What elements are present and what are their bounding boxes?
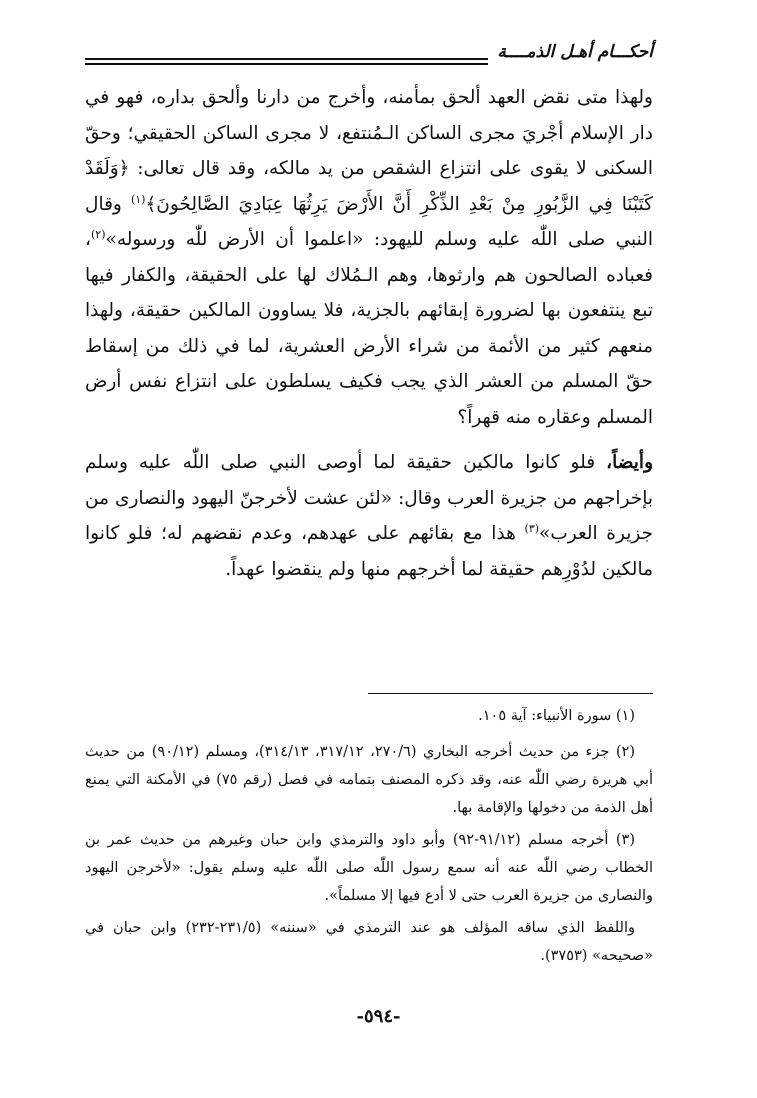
paragraph-2b-text: هذا مع بقائهم على عهدهم، وعدم نقضهم له؛ فلو كانوا مالكين لدُوْرِهم حقيقة لما أخرجهم منها ولم ينقضوا عهداً. xyxy=(85,523,653,580)
paragraph-2-text: فلو كانوا مالكين حقيقة لما أوصى النبي صلى اللّٰه عليه وسلم بإخراجهم من جزيرة العرب وقال: «لئن عشت لأخرجنّ اليهود والنصارى من جزيرة العرب» xyxy=(85,452,654,544)
paragraph-1 xyxy=(85,80,653,435)
footnote-ref-1: (١) xyxy=(130,192,146,206)
main-text xyxy=(85,80,653,587)
footnote-ref-3: (٣) xyxy=(524,521,540,535)
paragraph-2-lead: وأيضاً، xyxy=(606,452,653,473)
header-rule-top xyxy=(85,58,488,60)
paragraph-1c-text: ، فعباده الصالحون هم وارثوها، وهم الـمُلاك لها على الحقيقة، والكفار فيها تبع ينتفعون بها لضرورة إبقائهم بالجزية، فلا يساوون المالكين حقيقة، ولهذا منعهم كثير من الأئمة من شراء الأرض العشرية، لما في ذلك من إسقاط حقّ المسلم من العشر الذي يجب فكيف يسلطون على انتزاع نفس أرض المسلم وعقاره منه قهراً؟ xyxy=(85,229,653,428)
quran-verse: ﴿وَلَقَدْ كَتَبْنَا فِي الزَّبُورِ مِنْ بَعْدِ الذِّكْرِ أَنَّ الأَرْضَ يَرِثُهَا عِبَادِيَ الصَّالِحُونَ﴾ xyxy=(85,158,653,215)
page-number: -٥٩٤- xyxy=(356,1006,401,1027)
footnote-3: (٣) أخرجه مسلم (٩١/١٢-٩٢) وأبو داود والترمذي وابن حبان وغيرهم من حديث عمر بن الخطاب رضي اللّٰه عنه أنه سمع رسول اللّٰه صلى اللّٰه عليه وسلم يقول: «لأخرجن اليهود والنصارى من جزيرة العرب حتى لا أدع فيها إلا مسلماً». xyxy=(85,832,653,904)
footnote-separator xyxy=(368,693,653,694)
footnote-2: (٢) جزء من حديث أخرجه البخاري (٢٧٠/٦، ٣١٧/١٢، ٣١٤/١٣)، ومسلم (٩٠/١٢) من حديث أبي هريرة رضي اللّٰه عنه، وقد ذكره المصنف بتمامه في فصل (رقم ٧٥) في الأمكنة التي يمنع أهل الذمة من دخولها والإقامة بها. xyxy=(85,744,653,816)
running-header xyxy=(85,40,653,70)
paragraph-1-text: ولهذا متى نقض العهد ألحق بمأمنه، وأخرج من دارنا وألحق بداره، فهو في دار الإسلام أجْريَ مجرى الساكن الـمُنتفع، لا مجرى الساكن الحقيقي؛ وحقّ السكنى لا يقوى على انتزاع الشقص من يد مالكه، وقد قال تعالى: xyxy=(85,87,653,179)
paragraph-1b-text: وقال النبي صلى اللّٰه عليه وسلم لليهود: «اعلموا أن الأرض للّٰه ورسوله» xyxy=(85,193,653,250)
paragraph-2 xyxy=(85,445,653,587)
header-rule-bottom xyxy=(85,63,488,65)
footnote-1: (١) سورة الأنبياء: آية ١٠٥. xyxy=(478,708,635,724)
footnote-ref-2: (٢) xyxy=(90,227,106,241)
header-title: أحكـــام أهـل الذمــــة xyxy=(497,42,653,62)
footnotes xyxy=(85,702,653,974)
footnote-3-continued: واللفظ الذي ساقه المؤلف هو عند الترمذي في «سننه» (٢٣١/٥-٢٣٢) وابن حبان في «صحيحه» (٣٧٥٣). xyxy=(85,920,653,964)
